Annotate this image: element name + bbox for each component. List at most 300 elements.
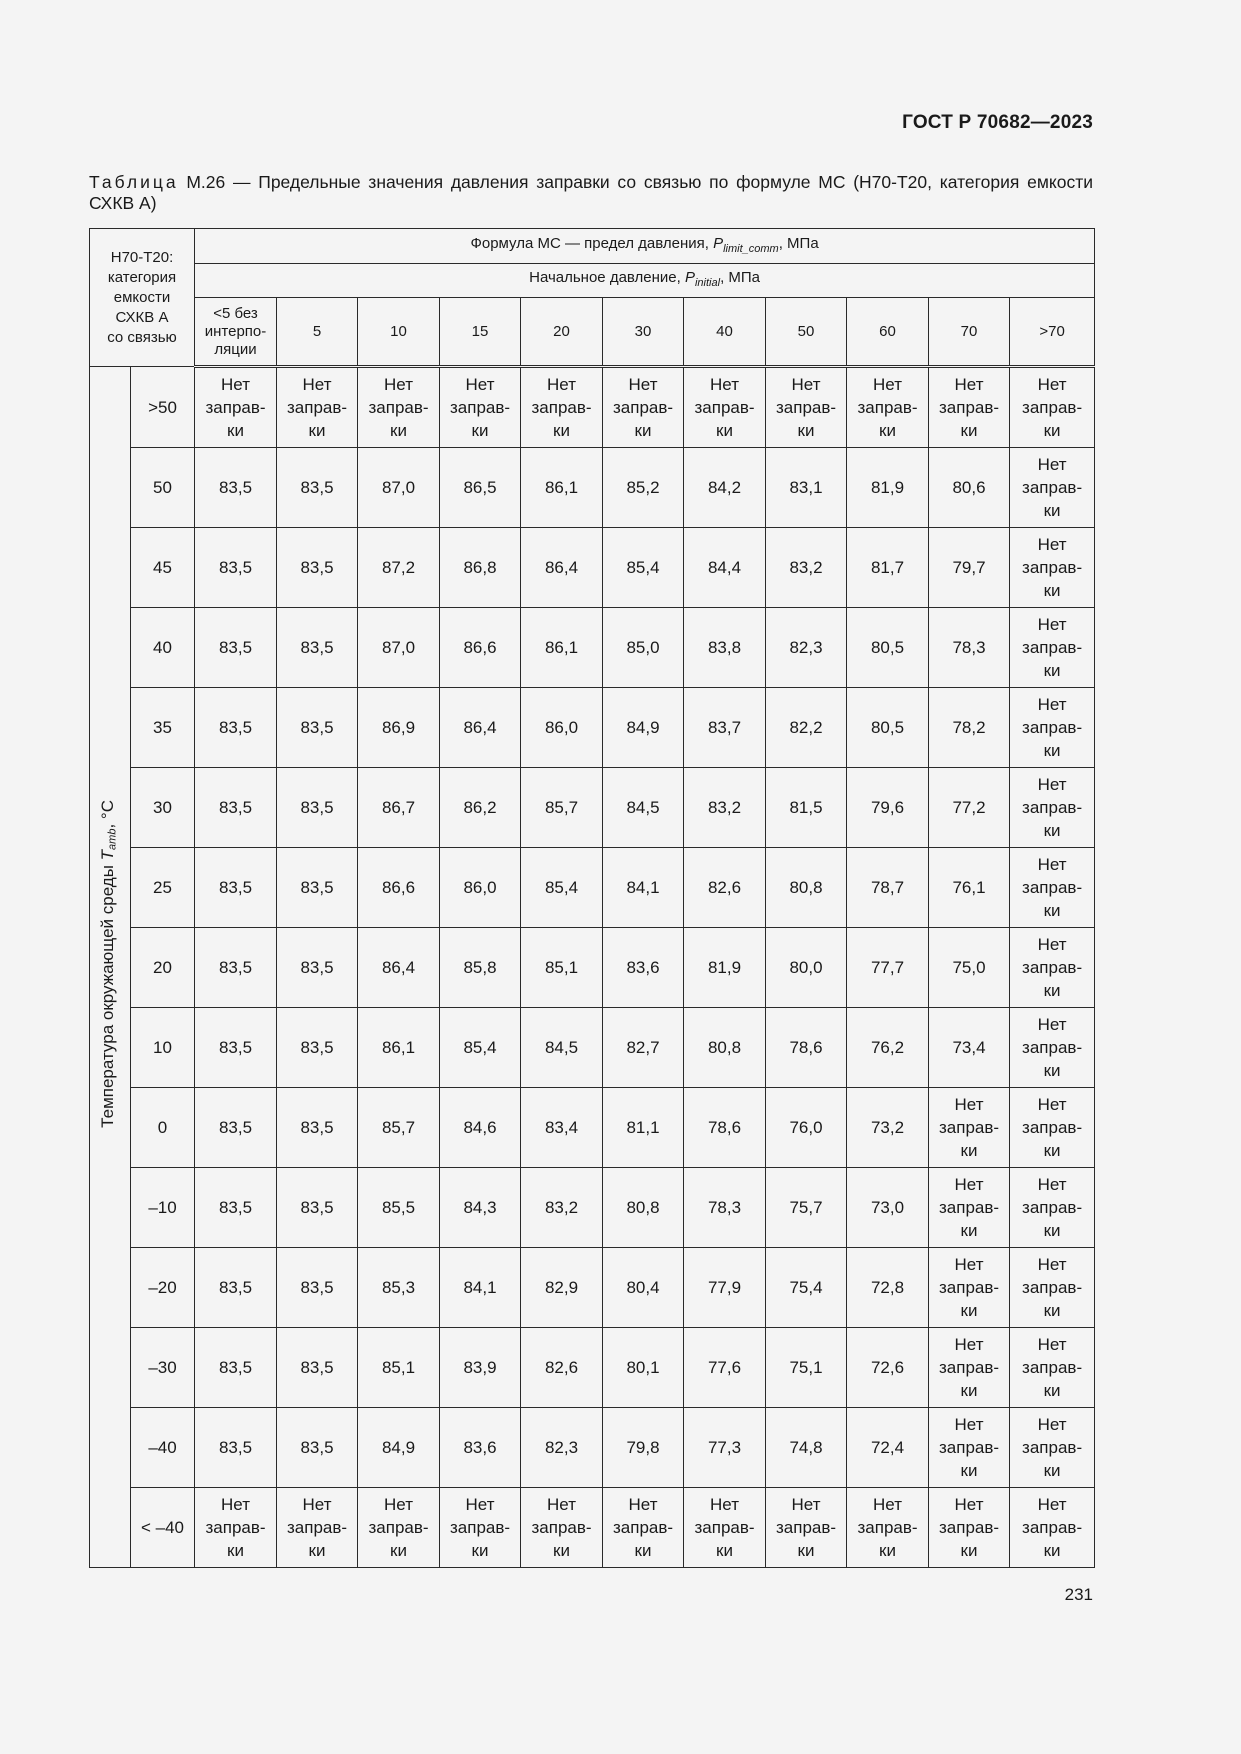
no-fill-line: заправ- (938, 1358, 1000, 1377)
no-fill-line: Нет (1037, 695, 1067, 714)
pressure-value-cell: 83,5 (277, 1088, 358, 1168)
no-fill-cell (929, 1088, 1010, 1168)
pressure-value-cell: 83,5 (195, 448, 277, 528)
no-fill-line: Нет (221, 375, 250, 394)
temperature-cell: –30 (131, 1328, 195, 1408)
no-fill-line: ки (716, 1541, 733, 1560)
column-header (929, 298, 1010, 367)
no-fill-cell (277, 1488, 358, 1568)
no-fill-cell (684, 367, 766, 448)
no-fill-line: ки (960, 421, 978, 440)
pressure-value-cell: 80,0 (766, 928, 847, 1008)
column-header (521, 298, 603, 367)
no-fill-line: ки (1043, 981, 1061, 1000)
no-fill-line: Нет (954, 1095, 984, 1114)
pressure-value-cell: 83,2 (766, 528, 847, 608)
pressure-value-cell: 83,5 (277, 528, 358, 608)
limit-header-subscript: limit_comm (723, 242, 779, 255)
no-fill-line: ки (1043, 1221, 1061, 1240)
initial-header-post: , МПа (720, 269, 761, 286)
table-caption-text: М.26 — Предельные значения давления заправки со связью по формуле МС (H70-T20, категория емкости СХКВ А) (89, 172, 1093, 213)
pressure-value-cell: 84,1 (603, 848, 684, 928)
column-header-line: 30 (634, 322, 652, 340)
no-fill-line: заправ- (286, 1518, 348, 1537)
no-fill-line: Нет (1037, 535, 1067, 554)
pressure-value-cell: 73,4 (929, 1008, 1010, 1088)
no-fill-line: заправ- (1022, 1358, 1083, 1377)
no-fill-line: Нет (1037, 1175, 1067, 1194)
pressure-value-cell: 83,5 (195, 1168, 277, 1248)
no-fill-line: заправ- (1022, 958, 1083, 977)
pressure-value-cell: 83,2 (521, 1168, 603, 1248)
no-fill-line: ки (308, 1541, 326, 1560)
no-fill-line: ки (1043, 741, 1061, 760)
no-fill-line: ки (634, 421, 652, 440)
no-fill-line: ки (716, 421, 733, 440)
no-fill-line: Нет (1037, 775, 1067, 794)
no-fill-line: ки (960, 1461, 978, 1480)
no-fill-line: ки (960, 1141, 978, 1160)
no-fill-line: Нет (384, 375, 413, 394)
pressure-value-cell: 85,0 (603, 608, 684, 688)
temperature-axis-cell (90, 367, 131, 1568)
no-fill-line: Нет (1037, 375, 1067, 394)
pressure-value-cell: 82,2 (766, 688, 847, 768)
no-fill-line: Нет (791, 375, 821, 394)
pressure-value-cell: 86,4 (521, 528, 603, 608)
column-header (1010, 298, 1095, 367)
no-fill-line: ки (1043, 1461, 1061, 1480)
table-row (90, 848, 1095, 928)
no-fill-line: заправ- (205, 1518, 266, 1537)
no-fill-line: заправ- (775, 1518, 837, 1537)
limit-header-pre: Формула МС — предел давления, (470, 234, 714, 252)
column-header-line: 50 (797, 322, 815, 340)
pressure-value-cell: 76,1 (929, 848, 1010, 928)
no-fill-line: заправ- (1022, 478, 1083, 497)
no-fill-cell (1010, 848, 1095, 928)
no-fill-line: заправ- (531, 1518, 592, 1537)
pressure-value-cell: 83,5 (195, 1328, 277, 1408)
pressure-value-cell: 85,2 (603, 448, 684, 528)
no-fill-line: заправ- (938, 1518, 1000, 1537)
pressure-value-cell: 80,8 (603, 1168, 684, 1248)
pressure-value-cell: 86,9 (358, 688, 440, 768)
no-fill-line: ки (1043, 1541, 1061, 1560)
no-fill-line: ки (1043, 581, 1061, 600)
no-fill-line: заправ- (1022, 1198, 1083, 1217)
no-fill-line: Нет (954, 1255, 984, 1274)
no-fill-cell (1010, 1328, 1095, 1408)
no-fill-line: заправ- (938, 1118, 1000, 1137)
no-fill-cell (277, 367, 358, 448)
pressure-value-cell: 83,9 (440, 1328, 521, 1408)
initial-header-subscript: initial (694, 277, 721, 289)
no-fill-cell (1010, 608, 1095, 688)
no-fill-line: заправ- (1022, 1038, 1083, 1057)
no-fill-cell (358, 1488, 440, 1568)
pressure-value-cell: 83,5 (277, 1168, 358, 1248)
pressure-value-cell: 86,4 (358, 928, 440, 1008)
pressure-value-cell: 83,5 (277, 448, 358, 528)
pressure-value-cell: 83,5 (277, 1408, 358, 1488)
no-fill-line: заправ- (1022, 1518, 1083, 1537)
pressure-value-cell: 80,8 (766, 848, 847, 928)
no-fill-cell (1010, 448, 1095, 528)
table-row (90, 768, 1095, 848)
pressure-value-cell: 83,2 (684, 768, 766, 848)
no-fill-cell (929, 1488, 1010, 1568)
no-fill-cell (1010, 528, 1095, 608)
pressure-value-cell: 78,2 (929, 688, 1010, 768)
pressure-value-cell: 82,7 (603, 1008, 684, 1088)
pressure-value-cell: 82,3 (766, 608, 847, 688)
pressure-value-cell: 77,3 (684, 1408, 766, 1488)
no-fill-cell (440, 367, 521, 448)
no-fill-line: Нет (1037, 1415, 1067, 1434)
no-fill-line: заправ- (1022, 1278, 1083, 1297)
no-fill-line: Нет (1037, 1015, 1067, 1034)
pressure-value-cell: 78,6 (766, 1008, 847, 1088)
pressure-value-cell: 81,1 (603, 1088, 684, 1168)
pressure-value-cell: 75,0 (929, 928, 1010, 1008)
table-row (90, 1408, 1095, 1488)
no-fill-line: ки (1043, 1141, 1061, 1160)
pressure-value-cell: 77,2 (929, 768, 1010, 848)
pressure-value-cell: 86,7 (358, 768, 440, 848)
column-header (766, 298, 847, 367)
pressure-value-cell: 84,6 (440, 1088, 521, 1168)
no-fill-line: ки (553, 421, 570, 440)
limit-header-symbol: P (713, 234, 724, 252)
no-fill-line: Нет (628, 375, 658, 394)
no-fill-line: ки (797, 421, 815, 440)
no-fill-cell (929, 1248, 1010, 1328)
no-fill-line: заправ- (612, 398, 674, 417)
pressure-value-cell: 83,5 (195, 928, 277, 1008)
column-header-line: 40 (716, 322, 733, 340)
no-fill-line: заправ- (612, 1518, 674, 1537)
pressure-value-cell: 87,2 (358, 528, 440, 608)
pressure-value-cell: 86,1 (521, 448, 603, 528)
column-header (440, 298, 521, 367)
no-fill-line: Нет (954, 1415, 984, 1434)
column-header (603, 298, 684, 367)
temperature-cell: –10 (131, 1168, 195, 1248)
no-fill-line: ки (879, 421, 896, 440)
temperature-label-symbol: T (97, 850, 117, 861)
no-fill-cell (521, 1488, 603, 1568)
no-fill-cell (195, 1488, 277, 1568)
no-fill-line: заправ- (1022, 398, 1083, 417)
pressure-value-cell: 83,5 (277, 1328, 358, 1408)
pressure-value-cell: 83,5 (195, 1408, 277, 1488)
no-fill-line: заправ- (1022, 1118, 1083, 1137)
no-fill-line: Нет (384, 1495, 413, 1514)
temperature-cell: –20 (131, 1248, 195, 1328)
pressure-value-cell: 86,1 (521, 608, 603, 688)
temperature-cell: 30 (131, 768, 195, 848)
no-fill-line: заправ- (938, 398, 1000, 417)
no-fill-cell (1010, 928, 1095, 1008)
no-fill-cell (1010, 1408, 1095, 1488)
no-fill-cell (440, 1488, 521, 1568)
pressure-value-cell: 74,8 (766, 1408, 847, 1488)
initial-pressure-header (195, 264, 1095, 298)
pressure-value-cell: 83,6 (440, 1408, 521, 1488)
corner-line: H70-T20: (110, 248, 174, 266)
no-fill-line: ки (390, 1541, 407, 1560)
pressure-value-cell: 85,7 (358, 1088, 440, 1168)
pressure-value-cell: 83,5 (195, 768, 277, 848)
pressure-value-cell: 84,5 (521, 1008, 603, 1088)
table-row (90, 1248, 1095, 1328)
no-fill-line: заправ- (1022, 878, 1083, 897)
pressure-value-cell: 73,2 (847, 1088, 929, 1168)
pressure-value-cell: 85,4 (440, 1008, 521, 1088)
no-fill-cell (766, 1488, 847, 1568)
no-fill-line: ки (879, 1541, 896, 1560)
table-row (90, 448, 1095, 528)
column-header (277, 298, 358, 367)
no-fill-line: Нет (1037, 935, 1067, 954)
table-row (90, 1008, 1095, 1088)
table-row (90, 688, 1095, 768)
no-fill-cell (358, 367, 440, 448)
column-header (684, 298, 766, 367)
temperature-cell: 10 (131, 1008, 195, 1088)
temperature-cell: < –40 (131, 1488, 195, 1568)
no-fill-line: заправ- (531, 398, 592, 417)
no-fill-line: заправ- (1022, 718, 1083, 737)
no-fill-line: Нет (1037, 1095, 1067, 1114)
column-header-line: интерпо- (204, 322, 267, 340)
no-fill-line: Нет (1037, 1255, 1067, 1274)
pressure-value-cell: 76,2 (847, 1008, 929, 1088)
table-caption (89, 172, 1093, 214)
column-header-line: 60 (879, 322, 896, 340)
table-row (90, 367, 1095, 448)
pressure-value-cell: 85,1 (358, 1328, 440, 1408)
pressure-value-cell: 84,9 (358, 1408, 440, 1488)
temperature-cell: 40 (131, 608, 195, 688)
pressure-value-cell: 81,7 (847, 528, 929, 608)
no-fill-line: Нет (628, 1495, 658, 1514)
no-fill-line: Нет (954, 375, 984, 394)
pressure-value-cell: 83,5 (195, 848, 277, 928)
pressure-value-cell: 86,8 (440, 528, 521, 608)
no-fill-cell (1010, 768, 1095, 848)
no-fill-line: ки (308, 421, 326, 440)
pressure-value-cell: 83,6 (603, 928, 684, 1008)
no-fill-line: Нет (547, 1495, 576, 1514)
no-fill-line: ки (634, 1541, 652, 1560)
pressure-value-cell: 82,6 (521, 1328, 603, 1408)
corner-line: СХКВ А (115, 308, 169, 326)
pressure-value-cell: 87,0 (358, 608, 440, 688)
pressure-value-cell: 75,7 (766, 1168, 847, 1248)
temperature-cell: 20 (131, 928, 195, 1008)
pressure-value-cell: 72,6 (847, 1328, 929, 1408)
column-header (358, 298, 440, 367)
pressure-value-cell: 86,0 (521, 688, 603, 768)
pressure-value-cell: 84,4 (684, 528, 766, 608)
page-number: 231 (1064, 1585, 1093, 1604)
no-fill-line: Нет (465, 1495, 495, 1514)
pressure-value-cell: 84,2 (684, 448, 766, 528)
pressure-value-cell: 79,7 (929, 528, 1010, 608)
document-code: ГОСТ Р 70682—2023 (902, 112, 1093, 133)
temperature-cell: 45 (131, 528, 195, 608)
pressure-value-cell: 85,4 (603, 528, 684, 608)
no-fill-cell (521, 367, 603, 448)
pressure-value-cell: 86,2 (440, 768, 521, 848)
pressure-value-cell: 77,6 (684, 1328, 766, 1408)
no-fill-line: Нет (1037, 615, 1067, 634)
pressure-value-cell: 78,7 (847, 848, 929, 928)
no-fill-line: Нет (873, 1495, 902, 1514)
temperature-axis-label (96, 800, 124, 1128)
no-fill-cell (195, 367, 277, 448)
no-fill-line: заправ- (1022, 1438, 1083, 1457)
pressure-value-cell: 84,5 (603, 768, 684, 848)
pressure-value-cell: 83,5 (277, 848, 358, 928)
table-row (90, 1488, 1095, 1568)
no-fill-line: ки (471, 421, 489, 440)
no-fill-line: заправ- (938, 1438, 1000, 1457)
no-fill-line: ки (960, 1541, 978, 1560)
no-fill-cell (1010, 1088, 1095, 1168)
pressure-value-cell: 83,5 (277, 688, 358, 768)
no-fill-line: Нет (954, 1495, 984, 1514)
no-fill-line: ки (1043, 421, 1061, 440)
table-row (90, 1088, 1095, 1168)
pressure-value-cell: 72,8 (847, 1248, 929, 1328)
no-fill-line: ки (390, 421, 407, 440)
no-fill-line: Нет (221, 1495, 250, 1514)
no-fill-line: Нет (547, 375, 576, 394)
pressure-value-cell: 80,5 (847, 608, 929, 688)
column-header (195, 298, 277, 367)
column-header-row (90, 298, 1095, 367)
pressure-value-cell: 83,5 (195, 1248, 277, 1328)
temperature-cell: –40 (131, 1408, 195, 1488)
pressure-value-cell: 83,7 (684, 688, 766, 768)
no-fill-line: Нет (791, 1495, 821, 1514)
pressure-value-cell: 81,9 (684, 928, 766, 1008)
pressure-value-cell: 83,1 (766, 448, 847, 528)
no-fill-line: ки (227, 421, 244, 440)
pressure-value-cell: 77,9 (684, 1248, 766, 1328)
no-fill-line: заправ- (1022, 558, 1083, 577)
corner-line: емкости (113, 288, 171, 306)
no-fill-line: заправ- (938, 1198, 1000, 1217)
no-fill-line: ки (1043, 1301, 1061, 1320)
temperature-cell: >50 (131, 367, 195, 448)
no-fill-cell (603, 367, 684, 448)
pressure-value-cell: 84,1 (440, 1248, 521, 1328)
pressure-value-cell: 78,3 (929, 608, 1010, 688)
no-fill-line: Нет (465, 375, 495, 394)
pressure-value-cell: 83,4 (521, 1088, 603, 1168)
no-fill-cell (603, 1488, 684, 1568)
no-fill-cell (1010, 1008, 1095, 1088)
table-row (90, 1328, 1095, 1408)
pressure-value-cell: 79,8 (603, 1408, 684, 1488)
no-fill-line: заправ- (694, 1518, 755, 1537)
pressure-value-cell: 86,6 (440, 608, 521, 688)
no-fill-line: ки (1043, 1061, 1061, 1080)
pressure-value-cell: 85,3 (358, 1248, 440, 1328)
column-header-line: 70 (960, 322, 978, 340)
pressure-value-cell: 83,5 (277, 768, 358, 848)
pressure-value-cell: 86,5 (440, 448, 521, 528)
no-fill-line: заправ- (938, 1278, 1000, 1297)
no-fill-line: Нет (873, 375, 902, 394)
corner-cell (90, 229, 195, 367)
pressure-limits-table (89, 228, 1095, 1568)
corner-line: со связью (107, 328, 177, 346)
pressure-value-cell: 81,5 (766, 768, 847, 848)
pressure-value-cell: 75,1 (766, 1328, 847, 1408)
pressure-value-cell: 81,9 (847, 448, 929, 528)
pressure-value-cell: 85,4 (521, 848, 603, 928)
pressure-value-cell: 84,9 (603, 688, 684, 768)
pressure-value-cell: 86,4 (440, 688, 521, 768)
column-header-line: 5 (312, 322, 322, 340)
temperature-cell: 25 (131, 848, 195, 928)
temperature-label-pre: Температура окружающей среды (97, 860, 117, 1128)
pressure-value-cell: 82,3 (521, 1408, 603, 1488)
corner-line: категория (107, 268, 177, 286)
no-fill-cell (1010, 1248, 1095, 1328)
pressure-value-cell: 85,7 (521, 768, 603, 848)
no-fill-line: ки (960, 1301, 978, 1320)
no-fill-line: ки (1043, 901, 1061, 920)
no-fill-line: заправ- (368, 398, 429, 417)
table-row (90, 528, 1095, 608)
pressure-value-cell: 83,5 (195, 1088, 277, 1168)
initial-header-pre: Начальное давление, (529, 269, 685, 286)
no-fill-line: ки (227, 1541, 244, 1560)
no-fill-line: заправ- (368, 1518, 429, 1537)
no-fill-line: ки (1043, 1381, 1061, 1400)
no-fill-cell (1010, 688, 1095, 768)
no-fill-cell (929, 1168, 1010, 1248)
no-fill-line: заправ- (775, 398, 837, 417)
column-header-line: 15 (471, 322, 489, 340)
pressure-value-cell: 85,8 (440, 928, 521, 1008)
no-fill-line: Нет (302, 1495, 332, 1514)
temperature-cell: 0 (131, 1088, 195, 1168)
pressure-value-cell: 75,4 (766, 1248, 847, 1328)
pressure-value-cell: 86,0 (440, 848, 521, 928)
no-fill-line: заправ- (286, 398, 348, 417)
no-fill-cell (1010, 1488, 1095, 1568)
pressure-value-cell: 87,0 (358, 448, 440, 528)
column-header-line: 20 (553, 322, 570, 340)
pressure-value-cell: 85,1 (521, 928, 603, 1008)
pressure-value-cell: 80,5 (847, 688, 929, 768)
temperature-cell: 50 (131, 448, 195, 528)
no-fill-cell (929, 1408, 1010, 1488)
no-fill-line: ки (471, 1541, 489, 1560)
pressure-value-cell: 85,5 (358, 1168, 440, 1248)
no-fill-line: заправ- (1022, 638, 1083, 657)
no-fill-line: Нет (1037, 1495, 1067, 1514)
pressure-value-cell: 80,4 (603, 1248, 684, 1328)
no-fill-line: ки (553, 1541, 570, 1560)
